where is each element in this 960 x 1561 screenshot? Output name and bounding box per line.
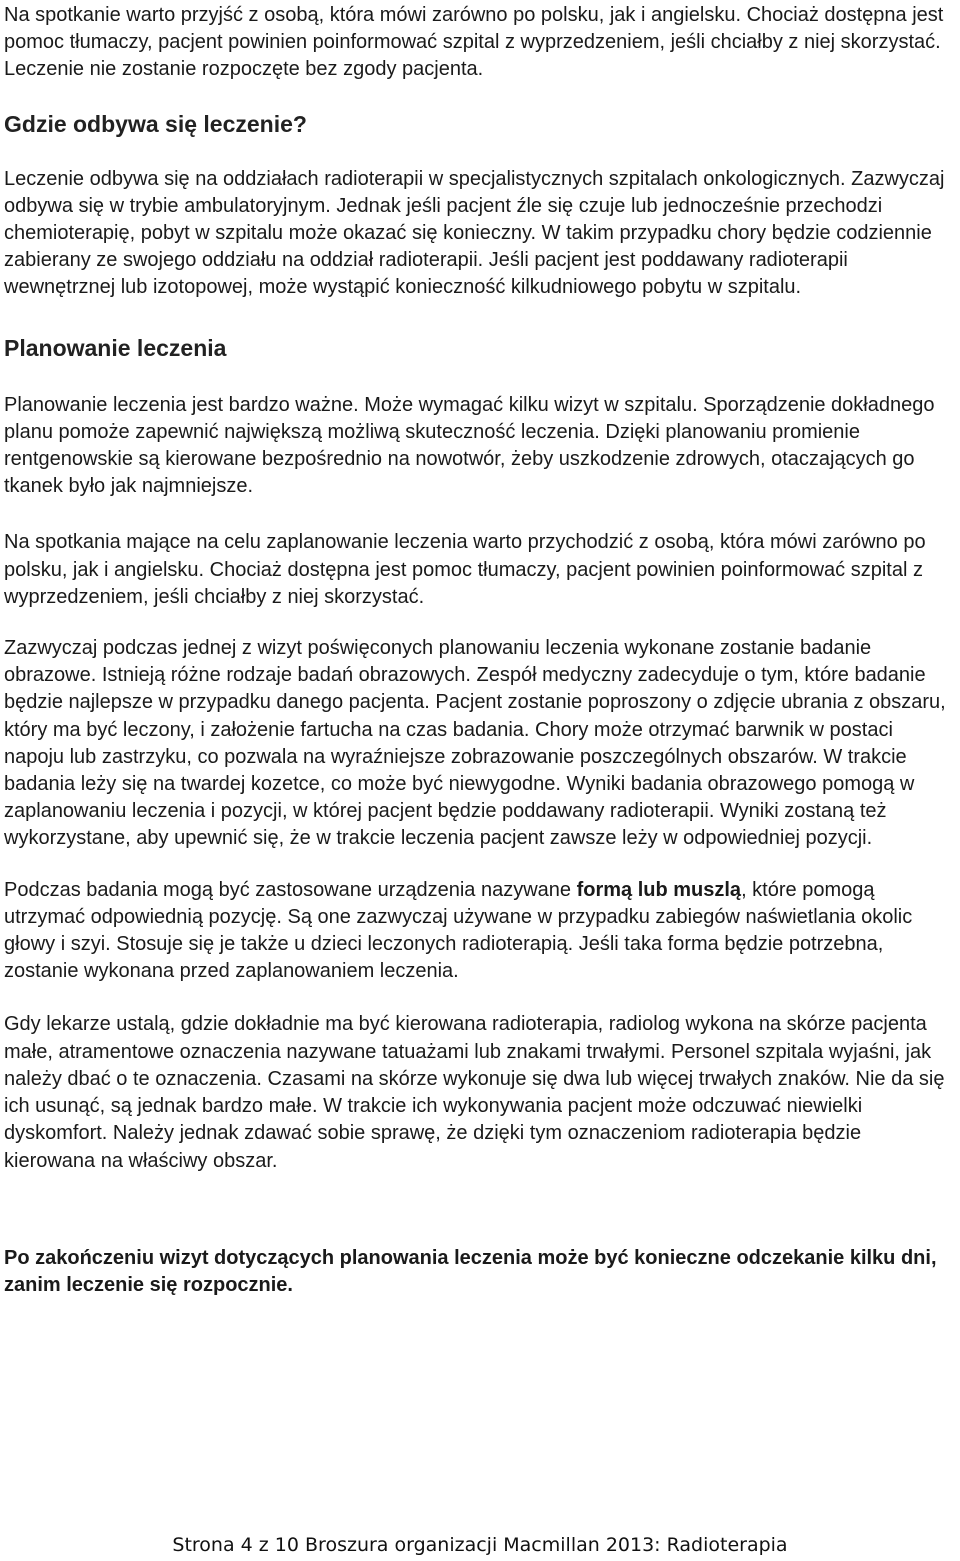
paragraph-treatment-location: Leczenie odbywa się na oddziałach radioterapii w specjalistycznych szpitalach onkologicznych. Zazwyczaj odbywa się w trybie ambulatoryjnym. Jednak jeśli pacjent źle się czuje lub jednocześnie przechodzi chemioterapię, pobyt w szpitalu może okazać się konieczny. W takim przypadku chory będzie codziennie zabierany ze swojego oddziału na oddział radioterapii. Jeśli pacjent jest poddawany radioterapii wewnętrznej lub izotopowej, może wystąpić konieczność kilkudniowego pobytu w szpitalu. (4, 167, 945, 299)
mask-term-bold: formą lub muszlą (576, 878, 742, 901)
paragraph-planning-meetings: Na spotkania mające na celu zaplanowanie leczenia warto przychodzić z osobą, która mówi zarówno po polsku, jak i angielsku. Chociaż dostępna jest pomoc tłumaczy, pacjent powinien poinformować szpital z wyprzedzeniem, jeśli chciałby z niej skorzystać. (4, 531, 926, 608)
paragraph-imaging-exam: Zazwyczaj podczas jednej z wizyt poświęconych planowaniu leczenia wykonane zostanie badanie obrazowe. Istnieją różne rodzaje badań obrazowych. Zespół medyczny zadecyduje o tym, które badanie będzie najlepsze w przypadku danego pacjenta. Pacjent zostanie poproszony o zdjęcie ubrania z obszaru, który ma być leczony, i założenie fartucha na czas badania. Chory może otrzymać barwnik w postaci napoju lub zastrzyku, co pozwala na wyraźniejsze zobrazowanie poszczególnych obszarów. W trakcie badania leży się na twardej kozetce, co może być niewygodne. Wyniki badania obrazowego pomogą w zaplanowaniu leczenia i pozycji, w której pacjent będzie poddawany radioterapii. Wyniki zostaną też wykorzystane, aby upewnić się, że w trakcie leczenia pacjent zawsze leży w odpowiedniej pozycji. (4, 637, 946, 850)
paragraph-planning-importance: Planowanie leczenia jest bardzo ważne. Może wymagać kilku wizyt w szpitalu. Sporządzenie dokładnego planu pomoże zapewnić największą możliwą skuteczność leczenia. Dzięki planowaniu promienie rentgenowskie są kierowane bezpośrednio na nowotwór, żeby uszkodzenie zdrowych, otaczających go tkanek było jak najmniejsze. (4, 393, 935, 498)
paragraph-final-note: Po zakończeniu wizyt dotyczących planowania leczenia może być konieczne odczekanie kilku dni, zanim leczenie się rozpocznie. (4, 1246, 937, 1296)
page-footer: Strona 4 z 10 Broszura organizacji Macmillan 2013: Radioterapia (172, 1534, 788, 1556)
mask-text-after: , które pomogą utrzymać odpowiednią pozycję. Są one zazwyczaj używane w przypadku zabiegów naświetlania okolic głowy i szyi. Stosuje się je także u dzieci leczonych radioterapią. Jeśli taka forma będzie potrzebna, zostanie wykonana przed zaplanowaniem leczenia. (4, 878, 913, 983)
mask-text-before: Podczas badania mogą być zastosowane urządzenia nazywane (4, 878, 577, 901)
paragraph-mask-shell (4, 877, 956, 986)
paragraph-tattoo-marks: Gdy lekarze ustalą, gdzie dokładnie ma być kierowana radioterapia, radiolog wykona na skórze pacjenta małe, atramentowe oznaczenia nazywane tatuażami lub znakami trwałymi. Personel szpitala wyjaśni, jak należy dbać o te oznaczenia. Czasami na skórze wykonuje się dwa lub więcej trwałych znaków. Nie da się ich usunąć, są jednak bardzo małe. W trakcie ich wykonywania pacjent może odczuwać niewielki dyskomfort. Należy jednak zdawać sobie sprawę, że dzięki tym oznaczeniom radioterapia będzie kierowana na właściwy obszar. (4, 1013, 945, 1172)
paragraph-intro: Na spotkanie warto przyjść z osobą, która mówi zarówno po polsku, jak i angielsku. Chociaż dostępna jest pomoc tłumaczy, pacjent powinien poinformować szpital z wyprzedzeniem, jeśli chciałby z niej skorzystać. Leczenie nie zostanie rozpoczęte bez zgody pacjenta. (4, 4, 944, 81)
heading-where-treatment: Gdzie odbywa się leczenie? (4, 110, 307, 137)
document-page (4, 0, 956, 1299)
heading-treatment-planning: Planowanie leczenia (4, 334, 227, 361)
